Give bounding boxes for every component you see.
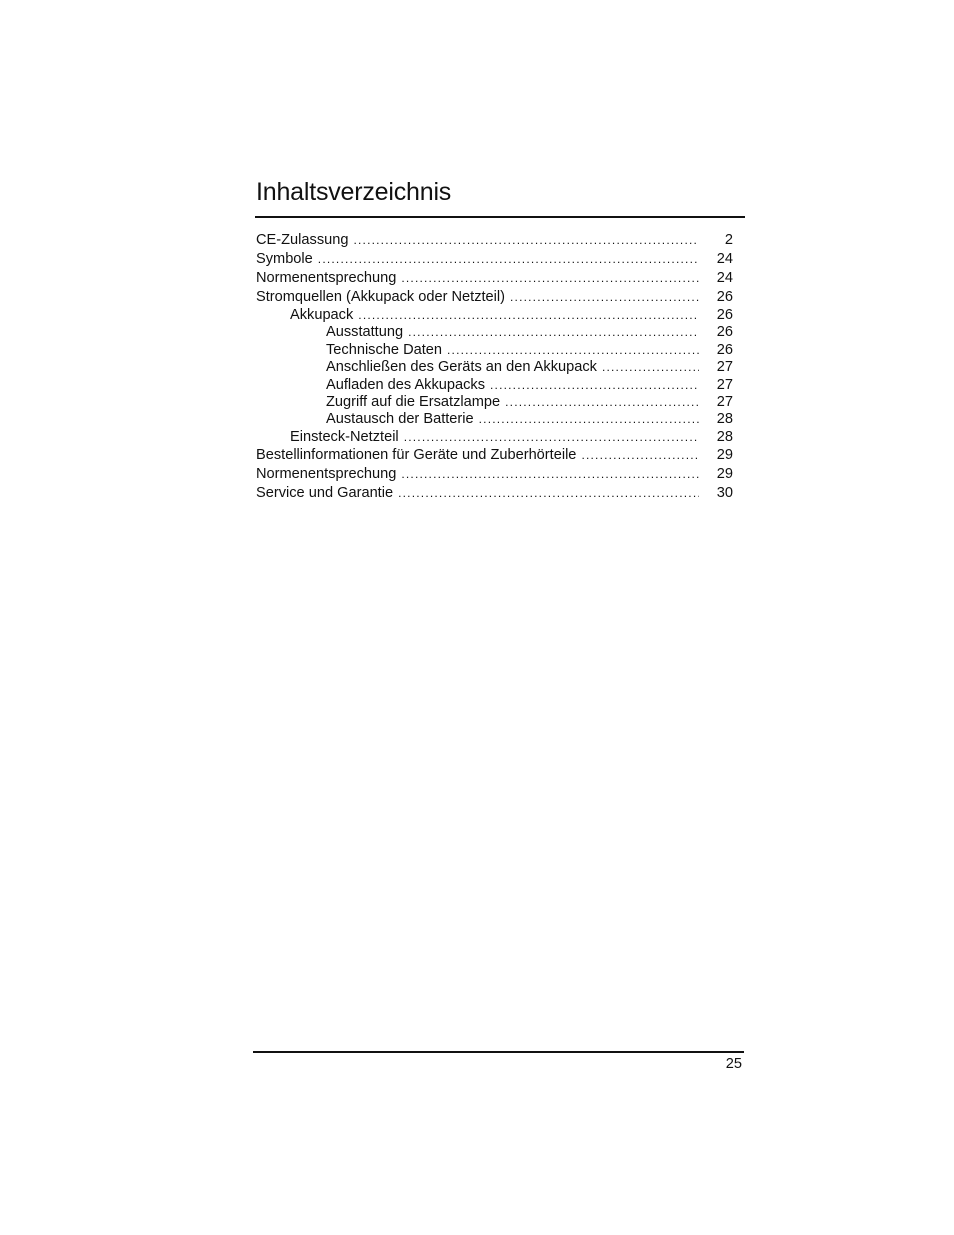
toc-dot-leader <box>479 411 699 428</box>
toc-entry-label: Zugriff auf die Ersatzlampe <box>326 393 501 410</box>
toc-entry-page: 27 <box>716 376 733 393</box>
toc-entry-page: 26 <box>716 341 733 358</box>
toc-entry-page: 30 <box>716 485 733 502</box>
toc-dot-leader <box>490 377 699 394</box>
toc-entry-label: Symbole <box>256 251 313 267</box>
toc-entry <box>256 446 733 465</box>
toc-entry-label: Einsteck-Netzteil <box>290 428 399 445</box>
toc-dot-leader <box>581 446 699 465</box>
toc-entry-label: CE-Zulassung <box>256 232 349 248</box>
page-title: Inhaltsverzeichnis <box>256 178 452 206</box>
table-of-contents <box>256 231 733 503</box>
toc-entry <box>256 359 733 376</box>
toc-entry-label: Normenentsprechung <box>256 466 397 483</box>
toc-entry-label: Aufladen des Akkupacks <box>326 376 486 393</box>
toc-entry-page: 28 <box>716 411 733 428</box>
toc-entry <box>256 250 733 269</box>
toc-entry <box>256 269 733 288</box>
toc-entry-label: Akkupack <box>290 307 354 323</box>
toc-entry <box>256 324 733 341</box>
toc-entry <box>256 342 733 359</box>
toc-entry <box>256 377 733 394</box>
toc-entry-label: Austausch der Batterie <box>326 411 474 428</box>
toc-entry-page: 26 <box>716 307 733 323</box>
toc-entry <box>256 288 733 307</box>
toc-entry <box>256 484 733 503</box>
toc-dot-leader <box>602 359 699 376</box>
toc-entry-page: 24 <box>716 251 733 267</box>
toc-entry <box>256 429 733 446</box>
toc-entry-label: Anschließen des Geräts an den Akkupack <box>326 359 597 376</box>
toc-entry-page: 26 <box>716 289 733 305</box>
toc-entry-label: Stromquellen (Akkupack oder Netzteil) <box>256 289 506 305</box>
toc-entry-page: 27 <box>716 393 733 410</box>
toc-entry-page: 28 <box>716 428 733 445</box>
toc-dot-leader <box>510 288 699 307</box>
toc-entry-page: 26 <box>716 324 733 341</box>
toc-dot-leader <box>353 231 699 250</box>
toc-dot-leader <box>408 324 699 341</box>
toc-entry <box>256 231 733 250</box>
toc-entry-page: 2 <box>724 232 733 248</box>
toc-entry <box>256 465 733 484</box>
toc-entry <box>256 307 733 324</box>
toc-entry-page: 29 <box>716 466 733 483</box>
toc-entry <box>256 411 733 428</box>
toc-entry-page: 27 <box>716 359 733 376</box>
toc-entry-label: Ausstattung <box>326 324 404 341</box>
toc-entry-label: Technische Daten <box>326 341 443 358</box>
toc-dot-leader <box>318 250 699 269</box>
toc-entry-label: Normenentsprechung <box>256 270 397 286</box>
toc-entry <box>256 394 733 411</box>
footer-divider <box>253 1051 744 1053</box>
title-divider <box>255 216 745 218</box>
toc-dot-leader <box>505 394 699 411</box>
toc-dot-leader <box>358 307 699 324</box>
toc-dot-leader <box>401 269 699 288</box>
page-number: 25 <box>725 1056 742 1072</box>
toc-dot-leader <box>447 342 699 359</box>
toc-dot-leader <box>404 429 699 446</box>
toc-dot-leader <box>401 465 699 484</box>
toc-dot-leader <box>398 484 699 503</box>
toc-entry-label: Bestellinformationen für Geräte und Zuberhörteile <box>256 447 577 464</box>
toc-entry-page: 24 <box>716 270 733 286</box>
toc-entry-page: 29 <box>716 447 733 464</box>
toc-entry-label: Service und Garantie <box>256 485 394 502</box>
